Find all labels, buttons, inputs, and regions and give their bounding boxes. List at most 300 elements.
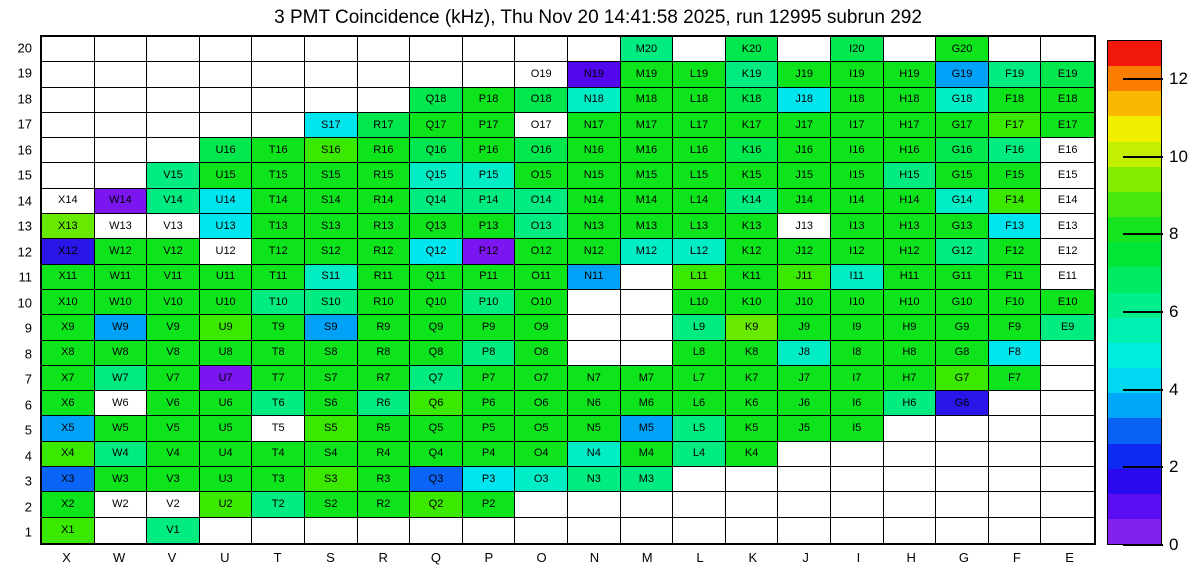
- cell-N17: [568, 113, 621, 138]
- cell-Q16: [410, 138, 463, 163]
- cell-H2: [884, 492, 937, 517]
- cell-label: U13: [215, 219, 236, 232]
- cell-L8: [673, 341, 726, 366]
- cell-label: R9: [376, 320, 391, 333]
- cell-X16: [42, 138, 95, 163]
- cell-X13: [42, 214, 95, 239]
- cell-F3: [989, 467, 1042, 492]
- cell-W10: [95, 290, 148, 315]
- cell-label: G13: [951, 219, 973, 232]
- cell-label: Q12: [425, 245, 447, 258]
- cell-label: F13: [1005, 219, 1025, 232]
- cell-label: L13: [689, 219, 709, 232]
- cell-label: P8: [481, 346, 496, 359]
- cell-label: S15: [321, 169, 341, 182]
- cell-P12: [463, 239, 516, 264]
- cell-G5: [936, 416, 989, 441]
- cell-label: N15: [583, 169, 604, 182]
- cell-P1: [463, 518, 516, 543]
- cell-F10: [989, 290, 1042, 315]
- cell-label: U16: [215, 143, 236, 156]
- cell-H15: [884, 163, 937, 188]
- x-tick-label-U: U: [220, 550, 230, 565]
- cell-label: J7: [798, 371, 810, 384]
- cell-label: R13: [373, 219, 394, 232]
- cell-X11: [42, 265, 95, 290]
- cell-label: K15: [741, 169, 762, 182]
- cell-R18: [358, 88, 411, 113]
- cell-label: X1: [61, 523, 75, 536]
- cell-R17: [358, 113, 411, 138]
- cell-H8: [884, 341, 937, 366]
- cell-O5: [515, 416, 568, 441]
- cell-P10: [463, 290, 516, 315]
- cell-label: V9: [166, 320, 180, 333]
- cell-J5: [778, 416, 831, 441]
- cell-U1: [200, 518, 253, 543]
- cell-K16: [726, 138, 779, 163]
- cell-label: I8: [852, 346, 862, 359]
- cell-label: Q3: [428, 472, 444, 485]
- cell-Q3: [410, 467, 463, 492]
- cell-G2: [936, 492, 989, 517]
- cell-X3: [42, 467, 95, 492]
- colorbar-band: [1108, 494, 1161, 519]
- cell-T17: [252, 113, 305, 138]
- colorbar-tick-label-12: 12: [1169, 68, 1188, 88]
- cell-E10: [1041, 290, 1094, 315]
- cell-M16: [621, 138, 674, 163]
- cell-X17: [42, 113, 95, 138]
- cell-O17: [515, 113, 568, 138]
- cell-W4: [95, 442, 148, 467]
- cell-label: R12: [373, 245, 394, 258]
- cell-M13: [621, 214, 674, 239]
- cell-label: U3: [218, 472, 233, 485]
- cell-T5: [252, 416, 305, 441]
- cell-X1: [42, 518, 95, 543]
- cell-label: O6: [533, 396, 549, 409]
- cell-label: P12: [478, 245, 499, 258]
- cell-M4: [621, 442, 674, 467]
- cell-label: U14: [215, 194, 236, 207]
- cell-S8: [305, 341, 358, 366]
- cell-label: V12: [163, 245, 183, 258]
- cell-L13: [673, 214, 726, 239]
- colorbar-band: [1108, 343, 1161, 368]
- cell-L2: [673, 492, 726, 517]
- cell-F11: [989, 265, 1042, 290]
- x-tick-label-K: K: [748, 550, 758, 565]
- cell-W18: [95, 88, 148, 113]
- cell-label: F16: [1005, 143, 1025, 156]
- cell-E14: [1041, 189, 1094, 214]
- cell-label: N4: [586, 447, 601, 460]
- cell-label: I18: [849, 93, 865, 106]
- cell-G8: [936, 341, 989, 366]
- cell-label: H18: [899, 93, 920, 106]
- cell-J16: [778, 138, 831, 163]
- cell-N1: [568, 518, 621, 543]
- cell-label: T14: [268, 194, 288, 207]
- cell-K5: [726, 416, 779, 441]
- cell-label: M12: [635, 245, 658, 258]
- cell-label: U9: [218, 320, 233, 333]
- cell-I1: [831, 518, 884, 543]
- cell-R16: [358, 138, 411, 163]
- cell-label: R4: [376, 447, 391, 460]
- cell-label: O8: [533, 346, 549, 359]
- cell-K10: [726, 290, 779, 315]
- cell-label: J18: [795, 93, 814, 106]
- cell-L15: [673, 163, 726, 188]
- cell-label: K13: [741, 219, 762, 232]
- cell-label: K9: [744, 320, 759, 333]
- cell-I7: [831, 366, 884, 391]
- cell-U7: [200, 366, 253, 391]
- cell-W6: [95, 391, 148, 416]
- cell-label: V3: [166, 472, 180, 485]
- cell-V18: [147, 88, 200, 113]
- cell-I11: [831, 265, 884, 290]
- cell-J11: [778, 265, 831, 290]
- cell-H18: [884, 88, 937, 113]
- cell-label: R5: [376, 422, 391, 435]
- cell-label: T15: [268, 169, 288, 182]
- cell-Q18: [410, 88, 463, 113]
- cell-X6: [42, 391, 95, 416]
- cell-label: W11: [109, 270, 132, 283]
- x-tick-label-H: H: [906, 550, 916, 565]
- cell-T8: [252, 341, 305, 366]
- cell-label: T8: [271, 346, 285, 359]
- cell-label: U6: [218, 396, 233, 409]
- cell-label: N11: [584, 270, 604, 283]
- cell-J18: [778, 88, 831, 113]
- cell-I12: [831, 239, 884, 264]
- colorbar-band: [1108, 116, 1161, 141]
- cell-label: O10: [530, 295, 552, 308]
- cell-G3: [936, 467, 989, 492]
- cell-F18: [989, 88, 1042, 113]
- cell-label: L14: [689, 194, 709, 207]
- cell-N9: [568, 315, 621, 340]
- y-tick-label-7: 7: [24, 371, 32, 387]
- cell-label: J8: [798, 346, 810, 359]
- cell-label: O14: [530, 194, 552, 207]
- cell-label: W4: [112, 447, 129, 460]
- cell-label: R2: [376, 498, 391, 511]
- cell-P7: [463, 366, 516, 391]
- cell-J17: [778, 113, 831, 138]
- cell-O6: [515, 391, 568, 416]
- cell-label: J17: [795, 118, 814, 131]
- cell-label: M7: [638, 371, 655, 384]
- y-tick-label-20: 20: [17, 40, 32, 56]
- cell-K8: [726, 341, 779, 366]
- cell-N6: [568, 391, 621, 416]
- cell-V5: [147, 416, 200, 441]
- cell-O15: [515, 163, 568, 188]
- cell-label: V10: [163, 295, 183, 308]
- cell-S2: [305, 492, 358, 517]
- cell-label: M4: [638, 447, 655, 460]
- cell-W8: [95, 341, 148, 366]
- cell-Q2: [410, 492, 463, 517]
- cell-label: S3: [324, 472, 338, 485]
- cell-label: R11: [373, 270, 394, 283]
- cell-P13: [463, 214, 516, 239]
- cell-H10: [884, 290, 937, 315]
- cell-label: G20: [951, 42, 973, 55]
- cell-S20: [305, 37, 358, 62]
- cell-label: Q2: [428, 498, 444, 511]
- cell-J19: [778, 62, 831, 87]
- cell-label: P16: [478, 143, 499, 156]
- colorbar-tick-label-0: 0: [1169, 535, 1179, 554]
- cell-label: U5: [218, 422, 233, 435]
- cell-S12: [305, 239, 358, 264]
- cell-label: K14: [741, 194, 762, 207]
- cell-H13: [884, 214, 937, 239]
- x-tick-label-P: P: [484, 550, 494, 565]
- cell-R12: [358, 239, 411, 264]
- x-tick-label-X: X: [62, 550, 71, 565]
- cell-label: I10: [849, 295, 865, 308]
- cell-U14: [200, 189, 253, 214]
- cell-label: K19: [741, 67, 762, 80]
- cell-M3: [621, 467, 674, 492]
- cell-L16: [673, 138, 726, 163]
- cell-S15: [305, 163, 358, 188]
- cell-E20: [1041, 37, 1094, 62]
- cell-R8: [358, 341, 411, 366]
- cell-H20: [884, 37, 937, 62]
- cell-P18: [463, 88, 516, 113]
- cell-label: E11: [1058, 270, 1078, 283]
- cell-F14: [989, 189, 1042, 214]
- cell-label: H13: [899, 219, 920, 232]
- cell-label: Q16: [425, 143, 447, 156]
- cell-P8: [463, 341, 516, 366]
- cell-label: Q13: [425, 219, 447, 232]
- cell-H1: [884, 518, 937, 543]
- cell-M14: [621, 189, 674, 214]
- cell-label: U15: [215, 169, 236, 182]
- cell-label: L9: [692, 320, 706, 333]
- colorbar-band: [1108, 267, 1161, 292]
- cell-U2: [200, 492, 253, 517]
- cell-label: X13: [58, 219, 78, 232]
- cell-S18: [305, 88, 358, 113]
- cell-N12: [568, 239, 621, 264]
- cell-label: H15: [899, 169, 920, 182]
- cell-label: Q4: [428, 447, 444, 460]
- colorbar-band: [1108, 192, 1161, 217]
- cell-O3: [515, 467, 568, 492]
- cell-label: N7: [586, 371, 601, 384]
- cell-E4: [1041, 442, 1094, 467]
- cell-label: O17: [530, 118, 552, 131]
- cell-G19: [936, 62, 989, 87]
- cell-G4: [936, 442, 989, 467]
- cell-label: T9: [271, 320, 285, 333]
- cell-label: P3: [481, 472, 496, 485]
- cell-J12: [778, 239, 831, 264]
- cell-label: E17: [1057, 118, 1078, 131]
- cell-H6: [884, 391, 937, 416]
- cell-label: G10: [951, 295, 973, 308]
- cell-T7: [252, 366, 305, 391]
- cell-label: I14: [849, 194, 865, 207]
- cell-label: J19: [795, 67, 814, 80]
- cell-label: O18: [530, 93, 552, 106]
- cell-U17: [200, 113, 253, 138]
- cell-W19: [95, 62, 148, 87]
- cell-O7: [515, 366, 568, 391]
- cell-label: S5: [324, 422, 338, 435]
- cell-J15: [778, 163, 831, 188]
- cell-label: J10: [795, 295, 814, 308]
- cell-R7: [358, 366, 411, 391]
- cell-X19: [42, 62, 95, 87]
- cell-K20: [726, 37, 779, 62]
- cell-U11: [200, 265, 253, 290]
- cell-Q6: [410, 391, 463, 416]
- cell-label: H19: [899, 67, 920, 80]
- cell-label: P15: [478, 169, 499, 182]
- cell-W3: [95, 467, 148, 492]
- cell-label: Q17: [425, 118, 447, 131]
- cell-M18: [621, 88, 674, 113]
- y-tick-label-5: 5: [24, 422, 32, 438]
- cell-label: V13: [163, 219, 183, 232]
- cell-O1: [515, 518, 568, 543]
- cell-O12: [515, 239, 568, 264]
- cell-L14: [673, 189, 726, 214]
- cell-E13: [1041, 214, 1094, 239]
- cell-label: E10: [1057, 295, 1078, 308]
- cell-label: H12: [899, 245, 920, 258]
- x-tick-label-W: W: [113, 550, 126, 565]
- cell-label: U8: [218, 346, 233, 359]
- cell-J1: [778, 518, 831, 543]
- cell-label: M16: [635, 143, 658, 156]
- cell-F19: [989, 62, 1042, 87]
- cell-label: R17: [373, 118, 394, 131]
- cell-X10: [42, 290, 95, 315]
- cell-N3: [568, 467, 621, 492]
- cell-I15: [831, 163, 884, 188]
- cell-O2: [515, 492, 568, 517]
- cell-N8: [568, 341, 621, 366]
- cell-M8: [621, 341, 674, 366]
- cell-label: O9: [533, 320, 549, 333]
- cell-R3: [358, 467, 411, 492]
- cell-T9: [252, 315, 305, 340]
- cell-G1: [936, 518, 989, 543]
- cell-label: P11: [479, 270, 498, 283]
- colorbar-band: [1108, 418, 1161, 443]
- cell-label: E19: [1057, 67, 1078, 80]
- cell-label: S8: [324, 346, 338, 359]
- cell-F13: [989, 214, 1042, 239]
- cell-label: G12: [951, 245, 973, 258]
- colorbar-tick-label-10: 10: [1169, 146, 1188, 166]
- cell-S19: [305, 62, 358, 87]
- cell-label: G6: [954, 396, 970, 409]
- cell-label: T11: [269, 270, 288, 283]
- cell-label: K12: [741, 245, 762, 258]
- cell-I9: [831, 315, 884, 340]
- cell-R6: [358, 391, 411, 416]
- cell-label: Q10: [425, 295, 447, 308]
- cell-label: F8: [1008, 346, 1022, 359]
- cell-label: Q8: [428, 346, 444, 359]
- colorbar-band: [1108, 318, 1161, 343]
- cell-label: P4: [481, 447, 496, 460]
- cell-label: T2: [271, 498, 285, 511]
- page-title: 3 PMT Coincidence (kHz), Thu Nov 20 14:41:58 2025, run 12995 subrun 292: [274, 7, 922, 28]
- cell-E7: [1041, 366, 1094, 391]
- colorbar-band: [1108, 167, 1161, 192]
- cell-L11: [673, 265, 726, 290]
- cell-P20: [463, 37, 516, 62]
- y-axis-labels: [6, 35, 36, 545]
- cell-J14: [778, 189, 831, 214]
- cell-X9: [42, 315, 95, 340]
- cell-U6: [200, 391, 253, 416]
- cell-label: M18: [635, 93, 658, 106]
- cell-label: U2: [218, 498, 233, 511]
- cell-label: S4: [324, 447, 338, 460]
- cell-T2: [252, 492, 305, 517]
- y-tick-label-1: 1: [24, 524, 32, 540]
- cell-label: Q7: [428, 371, 444, 384]
- cell-S5: [305, 416, 358, 441]
- cell-label: X2: [61, 498, 75, 511]
- cell-label: Q14: [425, 194, 447, 207]
- cell-R15: [358, 163, 411, 188]
- cell-N11: [568, 265, 621, 290]
- cell-label: V8: [166, 346, 180, 359]
- cell-I17: [831, 113, 884, 138]
- cell-label: G14: [951, 194, 973, 207]
- cell-label: I13: [849, 219, 865, 232]
- cell-U13: [200, 214, 253, 239]
- cell-O4: [515, 442, 568, 467]
- cell-label: X8: [61, 346, 75, 359]
- cell-E3: [1041, 467, 1094, 492]
- cell-I6: [831, 391, 884, 416]
- cell-label: K6: [744, 396, 759, 409]
- cell-label: F11: [1005, 270, 1024, 283]
- cell-label: J13: [795, 219, 814, 232]
- cell-V9: [147, 315, 200, 340]
- cell-P15: [463, 163, 516, 188]
- cell-F16: [989, 138, 1042, 163]
- cell-W15: [95, 163, 148, 188]
- cell-L4: [673, 442, 726, 467]
- cell-label: L8: [692, 346, 706, 359]
- cell-U20: [200, 37, 253, 62]
- cell-label: R10: [373, 295, 394, 308]
- cell-U12: [200, 239, 253, 264]
- cell-X18: [42, 88, 95, 113]
- cell-label: Q11: [426, 270, 446, 283]
- cell-label: J11: [795, 270, 813, 283]
- cell-label: G16: [951, 143, 973, 156]
